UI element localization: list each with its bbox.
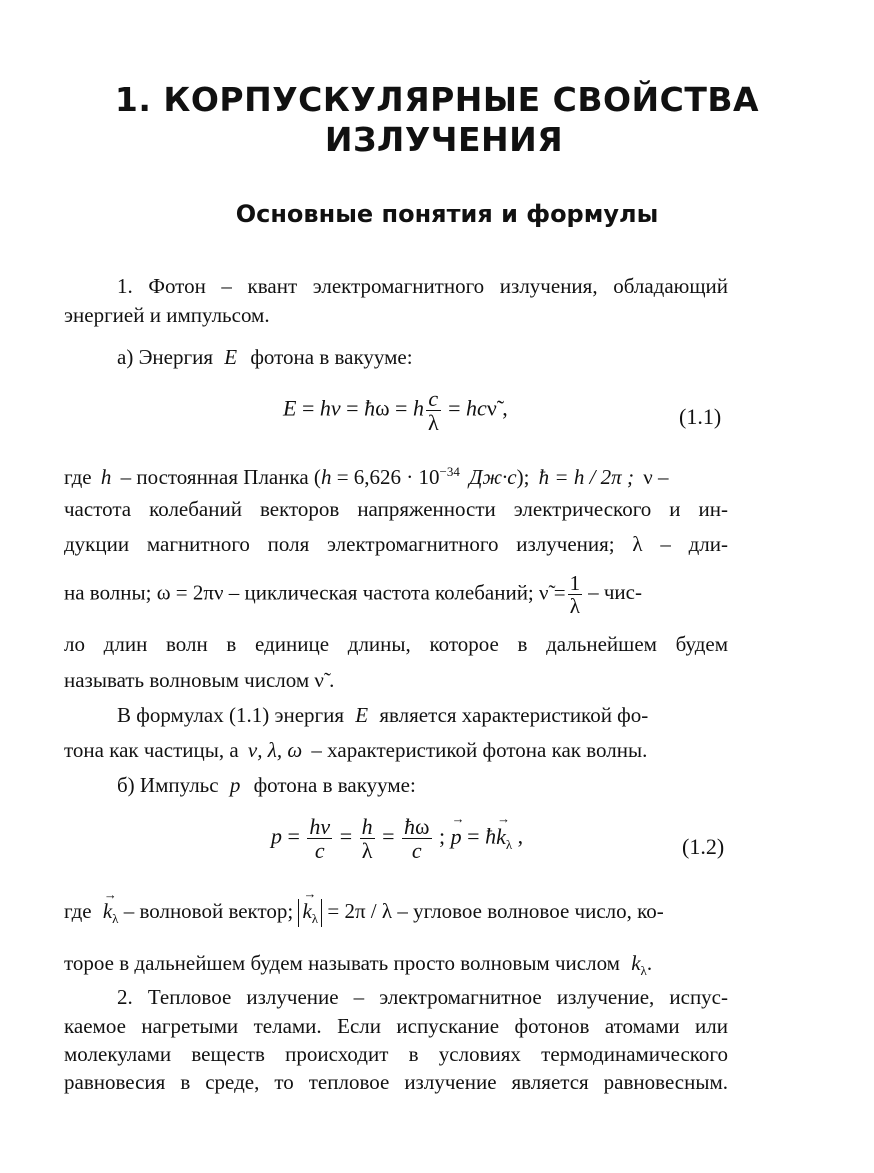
paragraph-thermal-line2: каемое нагретыми телами. Если испускание фотонов атомами или [64,1014,728,1038]
paragraph-photon-line2: энергией и импульсом. [64,303,270,327]
paragraph-thermal-line1: 2. Тепловое излучение – электромагнитное излучение, испус- [117,985,728,1009]
item-a-energy [117,347,413,368]
equation-1-1: E = hν = ħω = h $\frac{c}{\lambda}$ = hcν̃ , [283,386,508,436]
paragraph-thermal-line3: молекулами веществ происходит в условиях термодинамического [64,1042,728,1066]
definitions-line4: на волны; ω = 2πν – циклическая частота колебаний; ν̃ = $\frac{1}{\lambda}$ – чис- [64,571,642,619]
paragraph-formulas-line2: тона как частицы, а ν, λ, ω – характеристикой фотона как волны. [64,738,648,762]
wavevector-line1: где → $k_\lambda$ – волновой вектор; → $k_\lambda = 2\pi / \lambda$ – угловое волновое число, ко- [64,899,664,927]
definitions-line2: частота колебаний векторов напряженности электрического и ин- [64,497,728,521]
definitions-line6: называть волновым числом ν̃ . [64,668,335,692]
chapter-title-line2: ИЗЛУЧЕНИЯ [324,120,564,159]
definitions-line1: где h – постоянная Планка ($h = 6,626 \cdot 10^{-34}$ Дж·с); ħ = h / 2π ; ν – [64,464,669,489]
item-b-momentum: б) Импульс p фотона в вакууме: [117,773,416,797]
equation-1-2: p = $\frac{h\nu}{c}$ = $\frac{h}{\lambda}$ = $\frac{ħ\omega}{c}$ ; → p = ħ→ $k_\lambda$ , [271,815,523,862]
momentum-symbol: p [229,773,241,797]
definitions-line5: ло длин волн в единице длины, которое в дальнейшем будем [64,632,728,656]
equation-number-1-2: (1.2) [682,834,725,859]
definitions-line3: дукции магнитного поля электромагнитного излучения; λ – дли- [64,532,728,556]
chapter-title-line1: 1. КОРПУСКУЛЯРНЫЕ СВОЙСТВА [114,80,760,119]
paragraph-photon-line1: 1. Фотон – квант электромагнитного излучения, обладающий [117,274,728,298]
equation-number-1-1: (1.1) [679,404,722,429]
section-heading: Основные понятия и формулы [235,200,659,228]
item-a-label: а) Энергия [117,345,213,369]
wavevector-line2: торое в дальнейшем будем называть просто волновым числом $k_\lambda$. [64,951,653,979]
paragraph-formulas-line1: В формулах (1.1) энергия E является характеристикой фо- [117,703,649,727]
paragraph-thermal-line4: равновесия в среде, то тепловое излучение является равновесным. [64,1070,728,1094]
item-a-text: фотона в вакууме: [250,345,413,369]
energy-symbol: E [224,345,238,369]
